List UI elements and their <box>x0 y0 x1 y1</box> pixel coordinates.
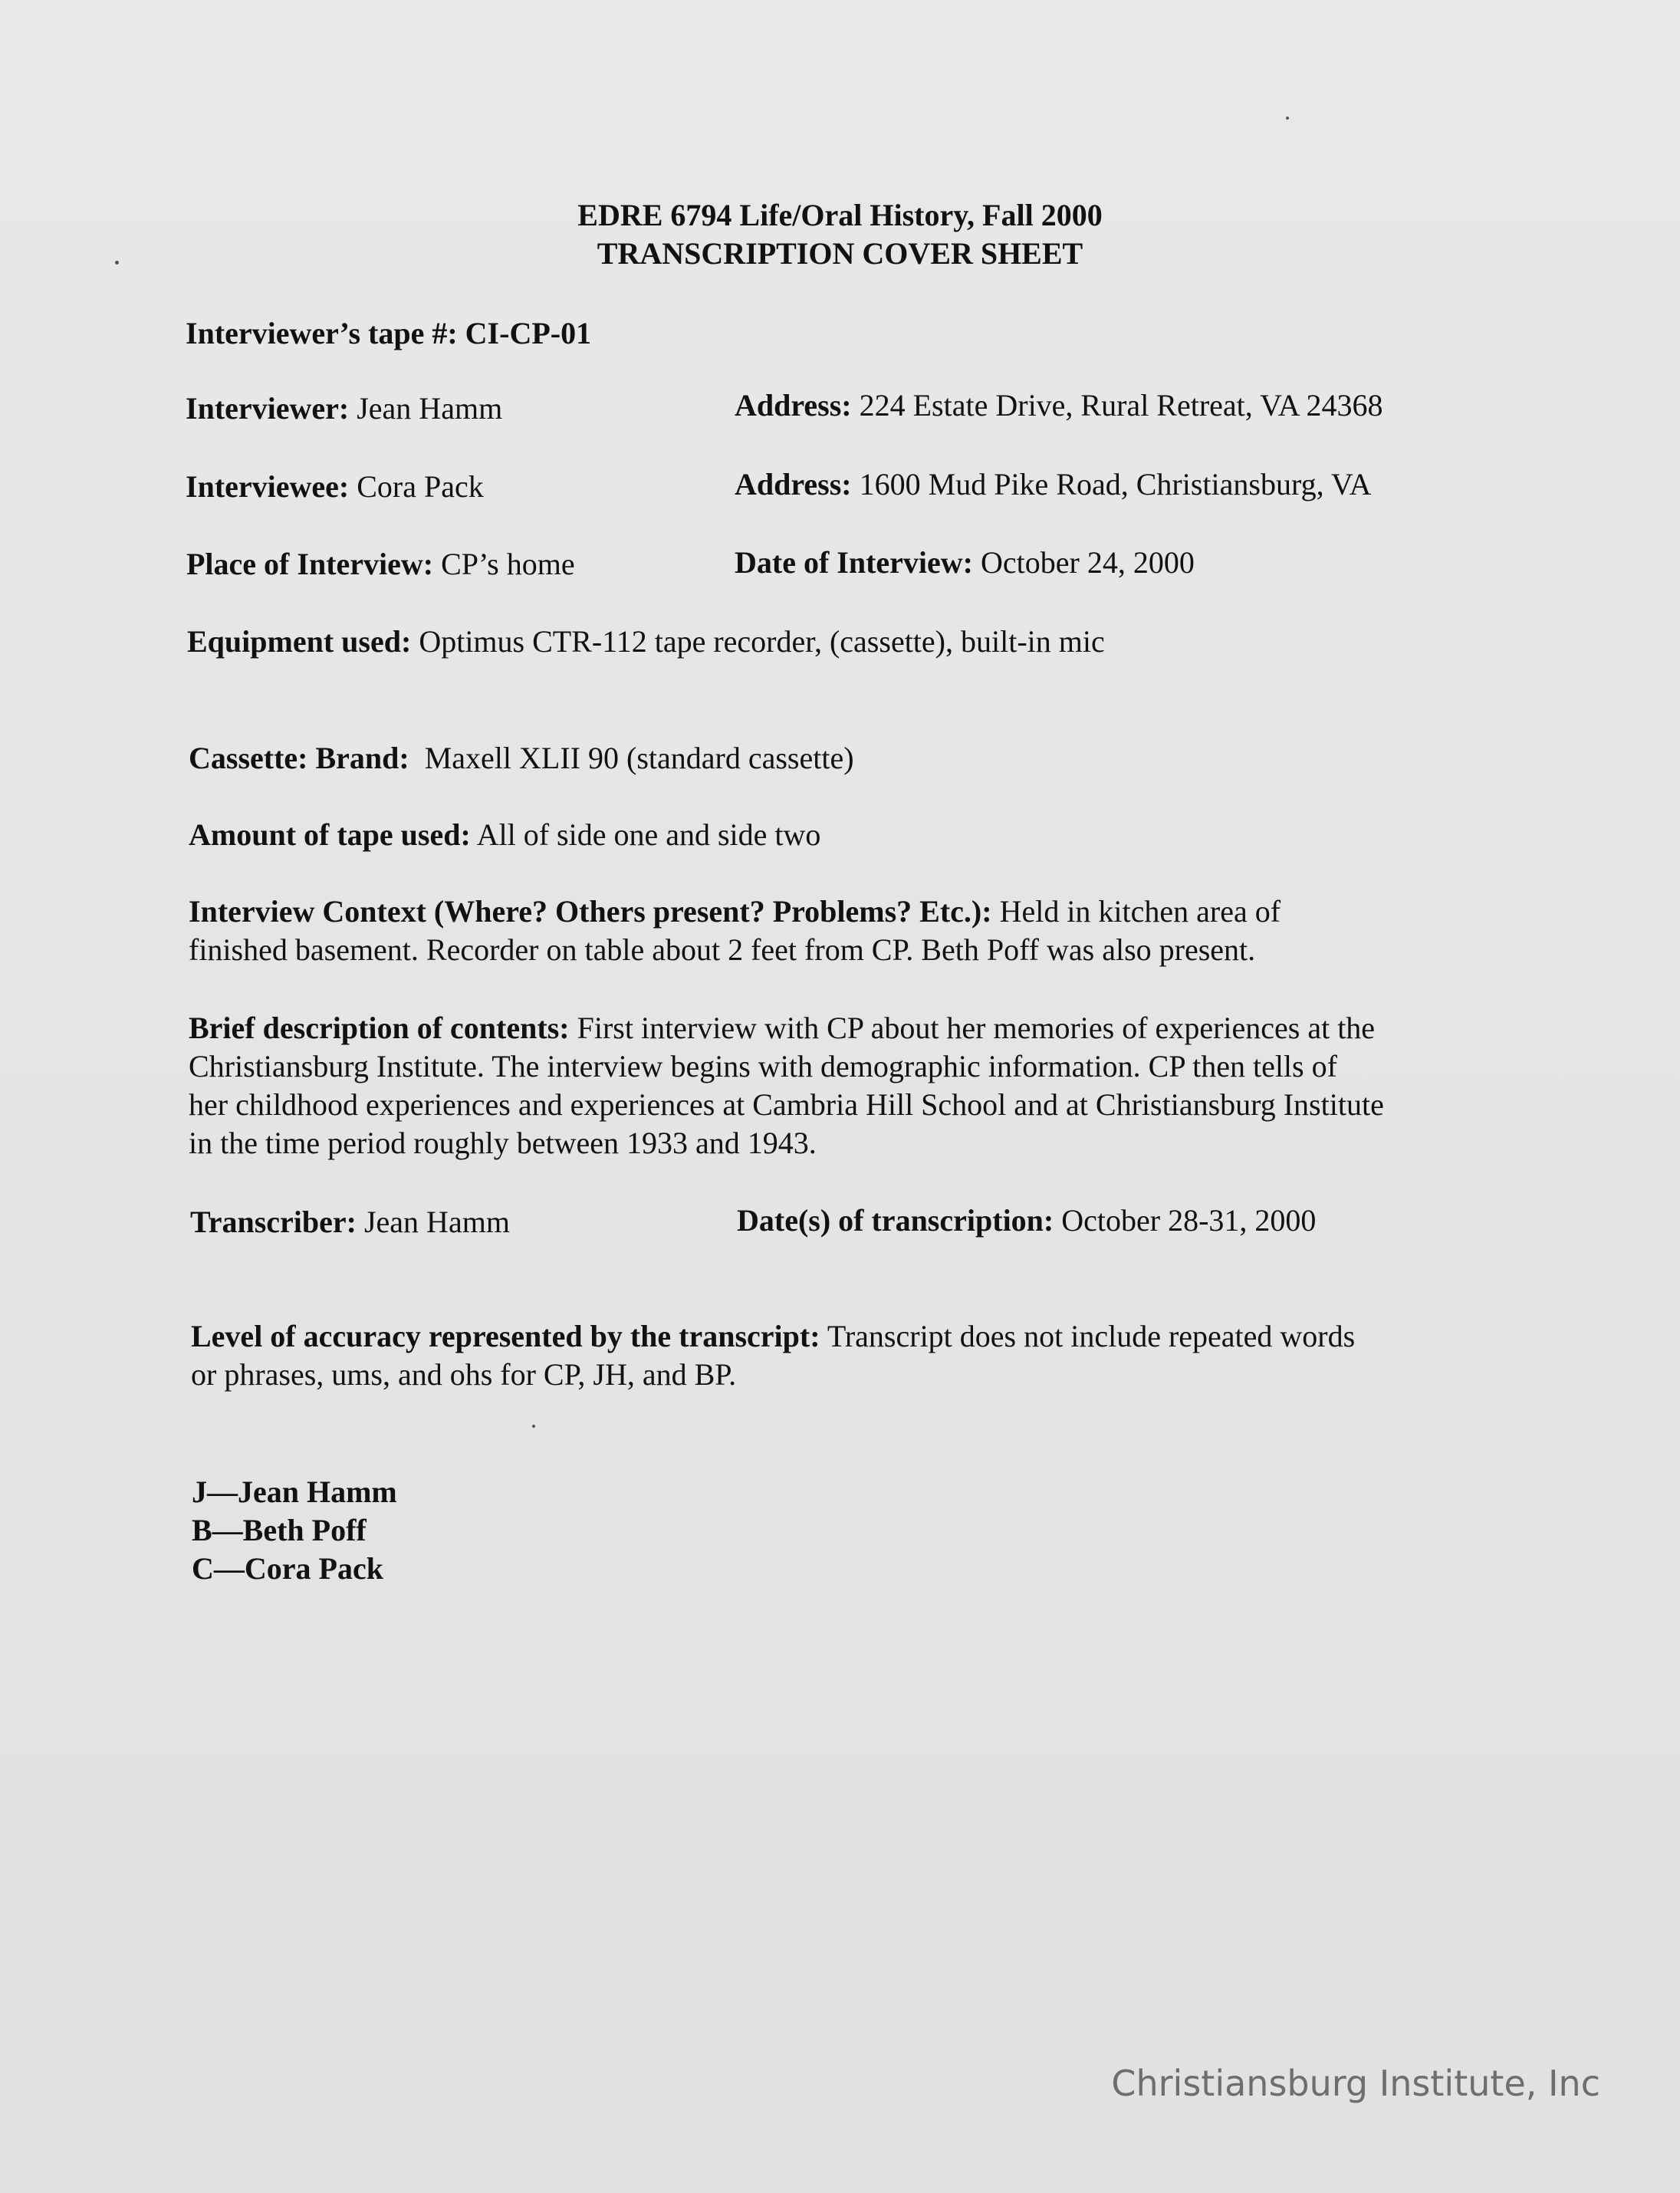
interviewee-row <box>186 468 484 506</box>
transcriber-label: Transcriber: <box>190 1205 357 1239</box>
place-label: Place of Interview: <box>186 547 434 581</box>
transcriber-value: Jean Hamm <box>363 1205 510 1239</box>
interviewee-address-row <box>735 465 1371 504</box>
context-text-2: finished basement. Recorder on table about 2 feet from CP. Beth Poff was also present. <box>189 932 1256 967</box>
description-text-3: her childhood experiences and experiences at Cambria Hill School and at Christiansburg Institute <box>189 1087 1384 1122</box>
interviewee-label: Interviewee: <box>186 469 350 504</box>
transcription-date-row <box>737 1202 1316 1240</box>
accuracy-text-2: or phrases, ums, and ohs for CP, JH, and BP. <box>191 1357 737 1392</box>
interviewer-value: Jean Hamm <box>357 391 503 426</box>
tape-number-row <box>186 314 591 353</box>
equipment-row <box>187 623 1105 661</box>
interviewer-address-value: 224 Estate Drive, Rural Retreat, VA 24368 <box>859 388 1383 422</box>
description-paragraph <box>189 1009 1538 1162</box>
sheet-title: TRANSCRIPTION COVER SHEET <box>597 236 1083 271</box>
context-line-1 <box>189 893 1538 931</box>
description-text-2: Christiansburg Institute. The interview begins with demographic information. CP then tells of <box>189 1049 1337 1083</box>
description-label: Brief description of contents: <box>189 1011 570 1045</box>
transcription-date-value: October 28-31, 2000 <box>1061 1203 1317 1238</box>
place-value: CP’s home <box>441 547 575 581</box>
interviewer-row <box>186 390 502 428</box>
interview-date-label: Date of Interview: <box>735 545 973 580</box>
tape-amount-value: All of side one and side two <box>476 817 821 852</box>
interviewer-label: Interviewer: <box>186 391 350 426</box>
interviewer-address-row <box>735 386 1382 425</box>
cassette-value: Maxell XLII 90 (standard cassette) <box>424 741 854 775</box>
interview-date-value: October 24, 2000 <box>981 545 1195 580</box>
transcriber-row <box>190 1203 510 1241</box>
accuracy-label: Level of accuracy represented by the transcript: <box>191 1319 820 1353</box>
speaker-legend-item: B—Beth Poff <box>192 1513 367 1547</box>
cassette-label: Cassette: Brand: <box>189 741 409 775</box>
speaker-legend-item: J—Jean Hamm <box>192 1475 397 1509</box>
paper-speck <box>1286 117 1289 120</box>
watermark: Christiansburg Institute, Inc <box>1111 2063 1600 2104</box>
description-text-1: First interview with CP about her memories of experiences at the <box>577 1011 1376 1045</box>
tape-number-label: Interviewer’s tape #: <box>186 316 458 350</box>
interview-date-row <box>735 544 1195 582</box>
accuracy-line-1 <box>191 1317 1540 1356</box>
paper-speck <box>532 1425 535 1428</box>
accuracy-text-1: Transcript does not include repeated words <box>827 1319 1356 1353</box>
transcription-date-label: Date(s) of transcription: <box>737 1203 1054 1238</box>
speaker-legend <box>192 1473 397 1588</box>
context-text-1: Held in kitchen area of <box>999 894 1281 929</box>
interviewee-value: Cora Pack <box>357 469 484 504</box>
description-text-4: in the time period roughly between 1933 and 1943. <box>189 1126 817 1160</box>
context-paragraph <box>189 893 1538 969</box>
tape-amount-row <box>189 816 820 854</box>
interviewee-address-value: 1600 Mud Pike Road, Christiansburg, VA <box>859 467 1372 501</box>
context-label: Interview Context (Where? Others present? Problems? Etc.): <box>189 894 992 929</box>
speaker-legend-item: C—Cora Pack <box>192 1551 383 1586</box>
equipment-label: Equipment used: <box>187 624 412 659</box>
accuracy-paragraph <box>191 1317 1540 1394</box>
tape-number-value: CI-CP-01 <box>465 316 592 350</box>
equipment-value: Optimus CTR-112 tape recorder, (cassette), built-in mic <box>419 624 1105 659</box>
tape-amount-label: Amount of tape used: <box>189 817 471 852</box>
course-title: EDRE 6794 Life/Oral History, Fall 2000 <box>577 198 1103 232</box>
cassette-row <box>189 739 854 778</box>
description-line-1 <box>189 1009 1538 1047</box>
interviewer-address-label: Address: <box>735 388 852 422</box>
interviewee-address-label: Address: <box>735 467 852 501</box>
place-row <box>186 545 575 584</box>
